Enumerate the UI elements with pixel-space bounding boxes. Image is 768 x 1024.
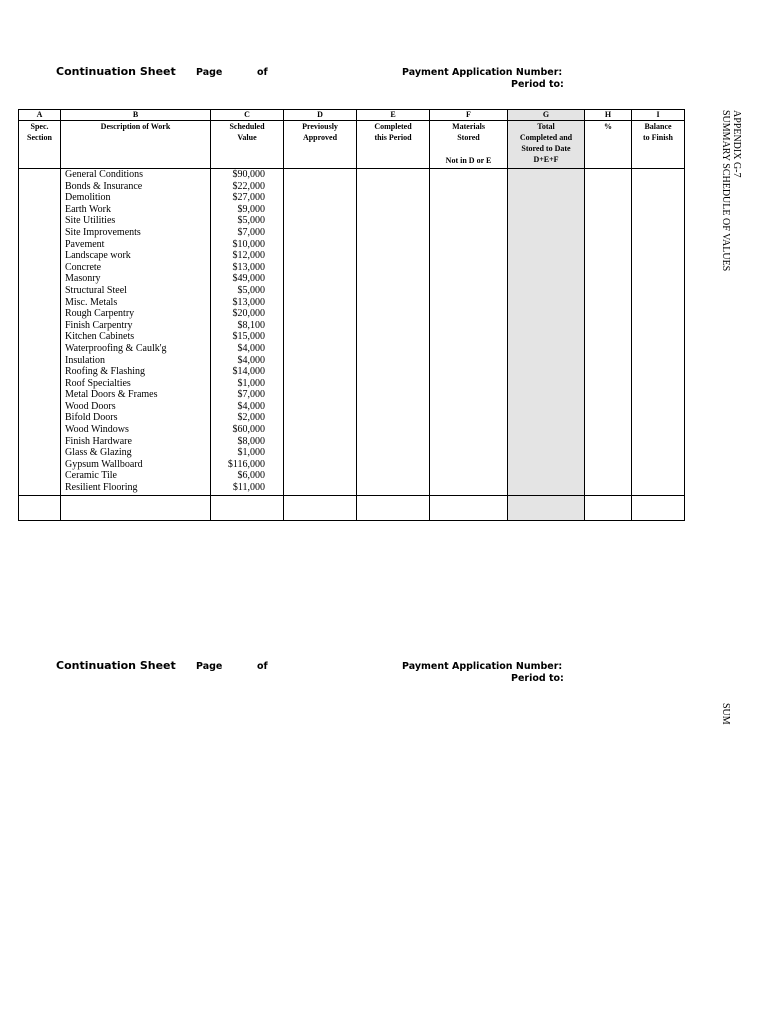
column-letter: I <box>632 110 685 121</box>
header-line: % <box>604 122 612 131</box>
sidebar-sum-label: SUM <box>720 703 731 725</box>
line-item-description: Finish Carpentry <box>65 319 133 331</box>
totals-cell <box>430 496 508 521</box>
line-item-scheduled-value: $49,000 <box>232 273 265 285</box>
header-line: Stored <box>457 133 480 142</box>
line-item-scheduled-value: $10,000 <box>232 238 265 250</box>
line-item-description: Masonry <box>65 273 101 285</box>
header-line: Previously <box>302 122 338 131</box>
line-item-scheduled-value: $11,000 <box>232 482 265 494</box>
line-item-scheduled-value: $27,000 <box>232 192 265 204</box>
line-item-description: Roof Specialties <box>65 377 131 389</box>
column-header-previously-approved <box>284 121 357 169</box>
line-item-description: Rough Carpentry <box>65 308 135 320</box>
payment-application-number-label: Payment Application Number: <box>402 661 563 672</box>
column-letter: B <box>61 110 211 121</box>
line-item-description: Demolition <box>65 192 111 204</box>
column-header-row <box>19 121 685 169</box>
line-item-scheduled-value: $8,100 <box>237 319 265 331</box>
column-letter: E <box>357 110 430 121</box>
totals-cell <box>357 496 430 521</box>
column-header-materials-stored <box>430 121 508 169</box>
line-item-description: Site Utilities <box>65 215 116 227</box>
line-item-scheduled-value: $8,000 <box>237 435 265 447</box>
column-letter: C <box>211 110 284 121</box>
header-line: Total <box>537 122 555 131</box>
line-item-description: Landscape work <box>65 250 131 262</box>
line-item-description: Waterproofing & Caulk'g <box>65 342 167 354</box>
line-item-scheduled-value: $1,000 <box>237 447 265 459</box>
line-item-scheduled-value: $90,000 <box>232 169 265 180</box>
materials-stored-cell <box>430 169 508 496</box>
column-header-percent <box>585 121 632 169</box>
line-item-scheduled-value: $9,000 <box>237 203 265 215</box>
line-item-scheduled-value: $4,000 <box>237 400 265 412</box>
column-letter: H <box>585 110 632 121</box>
column-letter: G <box>508 110 585 121</box>
header-line: Section <box>27 133 52 142</box>
line-item-scheduled-value: $4,000 <box>237 342 265 354</box>
completed-this-period-cell <box>357 169 430 496</box>
payment-application-number-label: Payment Application Number: <box>402 67 563 78</box>
line-item-scheduled-value: $12,000 <box>232 250 265 262</box>
column-header-completed-this-period <box>357 121 430 169</box>
totals-cell <box>508 496 585 521</box>
totals-cell <box>585 496 632 521</box>
line-item-description: Bifold Doors <box>65 412 118 424</box>
line-item-description: Ceramic Tile <box>65 470 117 482</box>
line-item-description: Gypsum Wallboard <box>65 458 143 470</box>
header-line: Completed and <box>519 133 573 142</box>
header-line: D+E+F <box>533 155 559 164</box>
line-item-scheduled-value: $7,000 <box>237 389 265 401</box>
line-item-description: Pavement <box>65 238 105 250</box>
line-item-scheduled-value: $15,000 <box>232 331 265 343</box>
line-item-description: Concrete <box>65 261 102 273</box>
appendix-label: APPENDIX G-7 <box>731 110 742 178</box>
column-header-scheduled-value <box>211 121 284 169</box>
page-label: Page <box>196 661 223 672</box>
totals-cell <box>284 496 357 521</box>
line-item-scheduled-value: $60,000 <box>232 424 265 436</box>
header-line: Value <box>237 133 257 142</box>
line-items-row <box>19 169 685 496</box>
header-line: Balance <box>644 122 672 131</box>
line-item-scheduled-value: $116,000 <box>227 458 265 470</box>
line-item-description: Kitchen Cabinets <box>65 331 135 343</box>
line-item-scheduled-value: $13,000 <box>232 296 265 308</box>
line-item-description: Misc. Metals <box>65 296 118 308</box>
continuation-sheet-title: Continuation Sheet <box>56 65 176 78</box>
header-line: Materials <box>452 122 485 131</box>
header-line: Spec. <box>30 122 49 131</box>
line-item-description: Resilient Flooring <box>65 482 138 494</box>
line-item-description: Site Improvements <box>65 226 141 238</box>
column-header-spec-section <box>19 121 61 169</box>
period-to-label: Period to: <box>511 673 564 684</box>
line-item-description: Finish Hardware <box>65 435 132 447</box>
header-line: Stored to Date <box>521 144 571 153</box>
line-item-scheduled-value: $1,000 <box>237 377 265 389</box>
page-label: Page <box>196 67 223 78</box>
period-to-label: Period to: <box>511 79 564 90</box>
balance-to-finish-cell <box>632 169 685 496</box>
line-item-scheduled-value: $6,000 <box>237 470 265 482</box>
totals-cell <box>632 496 685 521</box>
line-item-description: Structural Steel <box>65 284 127 296</box>
totals-cell <box>61 496 211 521</box>
line-item-description: Wood Doors <box>65 400 116 412</box>
scheduled-value-list <box>211 169 265 494</box>
column-header-total-completed <box>508 121 585 169</box>
line-item-scheduled-value: $14,000 <box>232 366 265 378</box>
line-item-scheduled-value: $5,000 <box>237 215 265 227</box>
header-line: Approved <box>302 133 338 142</box>
line-item-description: Bonds & Insurance <box>65 180 143 192</box>
totals-cell <box>19 496 61 521</box>
header-line: Not in D or E <box>445 156 492 165</box>
column-header-description <box>61 121 211 169</box>
line-item-scheduled-value: $20,000 <box>232 308 265 320</box>
of-label: of <box>257 67 268 78</box>
line-item-description: Wood Windows <box>65 424 129 436</box>
percent-cell <box>585 169 632 496</box>
of-label: of <box>257 661 268 672</box>
header-line: Description of Work <box>100 122 171 131</box>
header-line: Completed <box>374 122 412 131</box>
summary-schedule-label: SUMMARY SCHEDULE OF VALUES <box>720 110 731 272</box>
line-item-scheduled-value: $13,000 <box>232 261 265 273</box>
column-letter-row <box>19 110 685 121</box>
header-line: to Finish <box>642 133 673 142</box>
line-item-description: Insulation <box>65 354 105 366</box>
line-item-scheduled-value: $22,000 <box>232 180 265 192</box>
line-item-scheduled-value: $4,000 <box>237 354 265 366</box>
header-line: Scheduled <box>229 122 265 131</box>
column-letter: F <box>430 110 508 121</box>
line-item-description: Earth Work <box>65 203 111 215</box>
line-item-description: Glass & Glazing <box>65 447 132 459</box>
column-header-balance-to-finish <box>632 121 685 169</box>
line-item-scheduled-value: $7,000 <box>237 226 265 238</box>
line-item-description: General Conditions <box>65 169 144 180</box>
description-cell <box>61 169 211 496</box>
spec-section-cell <box>19 169 61 496</box>
description-list <box>65 169 210 494</box>
total-completed-cell <box>508 169 585 496</box>
appendix-sidebar <box>720 110 742 271</box>
previously-approved-cell <box>284 169 357 496</box>
line-item-description: Roofing & Flashing <box>65 366 146 378</box>
line-item-scheduled-value: $2,000 <box>237 412 265 424</box>
column-letter: D <box>284 110 357 121</box>
header-line: this Period <box>374 133 412 142</box>
schedule-of-values-table <box>18 109 685 521</box>
line-item-scheduled-value: $5,000 <box>237 284 265 296</box>
column-letter: A <box>19 110 61 121</box>
continuation-sheet-title: Continuation Sheet <box>56 659 176 672</box>
line-item-description: Metal Doors & Frames <box>65 389 158 401</box>
totals-row <box>19 496 685 521</box>
scheduled-value-cell <box>211 169 284 496</box>
totals-cell <box>211 496 284 521</box>
